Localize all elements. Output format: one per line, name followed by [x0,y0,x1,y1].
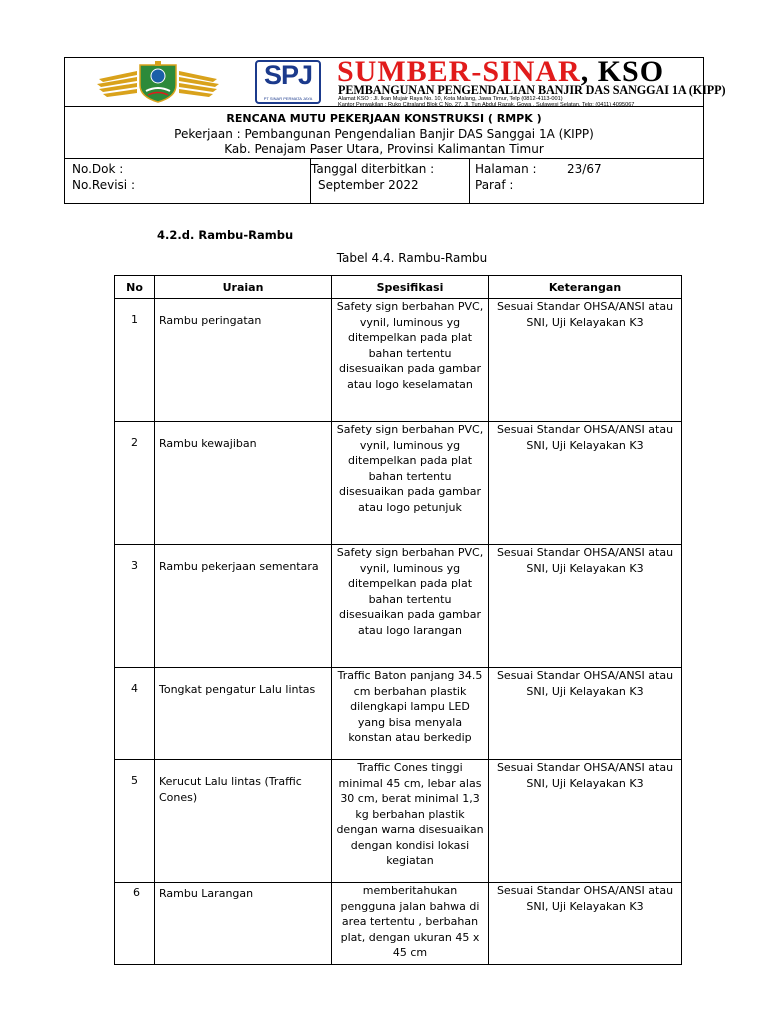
table-row [115,299,682,422]
table-row [115,668,682,760]
company-name-primary: SUMBER-SINAR [337,55,581,88]
row-description: Rambu kewajiban [155,422,332,545]
table-row [115,883,682,965]
table-header-row [115,276,682,299]
column-header-uraian: Uraian [155,276,332,299]
regional-emblem-logo [93,61,223,103]
kso-address: Alamat KSO : Jl. Ikan Mujair Raya No. 10, Kota Malang, Jawa Timur, Telp (0812-4113-001) [338,96,563,102]
row-remarks: Sesuai Standar OHSA/ANSI atau SNI, Uji Kelayakan K3 [489,883,682,965]
document-title: RENCANA MUTU PEKERJAAN KONSTRUKSI ( RMPK ) [226,112,542,125]
spj-logo [255,60,321,104]
row-description: Rambu pekerjaan sementara [155,545,332,668]
row-number: 6 [115,883,155,965]
row-description: Kerucut Lalu lintas (Traffic Cones) [155,760,332,883]
spj-logo-text: SPJ [263,60,313,90]
row-remarks: Sesuai Standar OHSA/ANSI atau SNI, Uji Kelayakan K3 [489,422,682,545]
row-remarks: Sesuai Standar OHSA/ANSI atau SNI, Uji Kelayakan K3 [489,545,682,668]
signs-table [114,275,682,965]
company-name-suffix: , KSO [580,55,665,88]
page-value: 23/67 [567,162,602,176]
row-number: 2 [115,422,155,545]
row-description: Rambu Larangan [155,883,332,965]
table-row [115,545,682,668]
row-specification: Safety sign berbahan PVC, vynil, luminous yg ditempelkan pada plat bahan tertentu disesuaikan pada gambar atau logo keselamatan [332,299,489,422]
table-row [115,760,682,883]
row-specification: Safety sign berbahan PVC, vynil, luminous yg ditempelkan pada plat bahan tertentu disesuaikan pada gambar atau logo larangan [332,545,489,668]
row-number: 5 [115,760,155,883]
row-specification: Traffic Baton panjang 34.5 cm berbahan plastik dilengkapi lampu LED yang bisa menyala konstan atau berkedip [332,668,489,760]
row-remarks: Sesuai Standar OHSA/ANSI atau SNI, Uji Kelayakan K3 [489,299,682,422]
branch-office-address: Kantor Perwakilan : Ruko Citraland Blok C No. 27, Jl. Tun Abdul Razak, Gowa , Sulawesi Selatan, Telp: (0411) 4095067 [338,102,635,108]
document-header [64,55,726,204]
row-number: 3 [115,545,155,668]
table-caption: Tabel 4.4. Rambu-Rambu [336,251,488,265]
column-header-no: No [115,276,155,299]
page-label: Halaman : [475,162,537,176]
row-number: 1 [115,299,155,422]
project-title: PEMBANGUNAN PENGENDALIAN BANJIR DAS SANGGAI 1A (KIPP) [338,83,726,97]
row-remarks: Sesuai Standar OHSA/ANSI atau SNI, Uji Kelayakan K3 [489,760,682,883]
section-heading: 4.2.d. Rambu-Rambu [157,228,294,242]
table-row [115,422,682,545]
column-header-spesifikasi: Spesifikasi [332,276,489,299]
document-meta [65,159,703,204]
row-specification: Safety sign berbahan PVC, vynil, luminous yg ditempelkan pada plat bahan tertentu disesuaikan pada gambar atau logo petunjuk [332,422,489,545]
row-description: Tongkat pengatur Lalu lintas [155,668,332,760]
row-remarks: Sesuai Standar OHSA/ANSI atau SNI, Uji Kelayakan K3 [489,668,682,760]
meta-divider [469,159,470,204]
row-specification: memberitahukan pengguna jalan bahwa di area tertentu , berbahan plat, dengan ukuran 45 x 45 cm [332,883,489,965]
row-specification: Traffic Cones tinggi minimal 45 cm, lebar alas 30 cm, berat minimal 1,3 kg berbahan plastik dengan warna disesuaikan dengan kondisi lokasi kegiatan [332,760,489,883]
work-description: Pekerjaan : Pembangunan Pengendalian Banjir DAS Sanggai 1A (KIPP) [174,127,594,141]
letterhead [65,55,726,108]
issue-date-label: Tanggal diterbitkan : [311,162,435,176]
spj-logo-subtext: PT SINAR PERMATA JAYA [263,96,313,101]
revision-label: No.Revisi : [72,178,135,192]
document-title-block [65,107,703,159]
issue-date-value: September 2022 [318,178,419,192]
row-number: 4 [115,668,155,760]
doc-number-label: No.Dok : [72,162,124,176]
column-header-keterangan: Keterangan [489,276,682,299]
row-description: Rambu peringatan [155,299,332,422]
work-location: Kab. Penajam Paser Utara, Provinsi Kalimantan Timur [224,142,544,156]
signature-label: Paraf : [475,178,514,192]
